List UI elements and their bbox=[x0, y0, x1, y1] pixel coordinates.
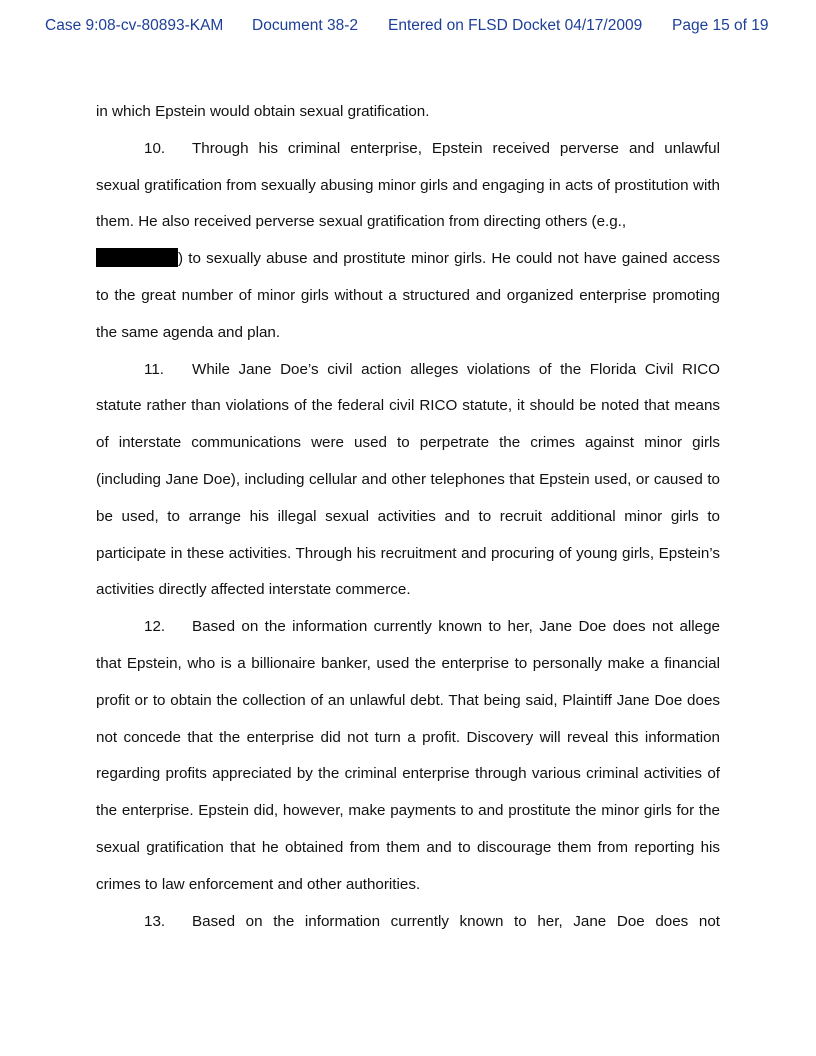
paragraph-text: Based on the information currently known to her, Jane Doe does not allege that Epstein, who is a billionaire banker, used the enterprise to personally make a financial profit or to obtain the collection of an unlawful debt. That being said, Plaintiff Jane Doe does not concede that the enterprise did not turn a profit. Discovery will reveal this information regarding profits appreciated by the criminal enterprise through various criminal activities of the enterprise. Epstein did, however, make payments to and prostitute the minor girls for the sexual gratification that he obtained from them and to discourage them from reporting his crimes to law enforcement and other authorities. bbox=[96, 618, 720, 893]
document-number: Document 38-2 bbox=[252, 17, 358, 34]
docket-entry-date: Entered on FLSD Docket 04/17/2009 bbox=[388, 17, 643, 34]
continuation-text: in which Epstein would obtain sexual gratification. bbox=[96, 103, 430, 120]
redaction-block bbox=[96, 248, 178, 267]
paragraph-number: 11. bbox=[144, 360, 164, 378]
paragraph-text: While Jane Doe’s civil action alleges violations of the Florida Civil RICO statute rather than violations of the federal civil RICO statute, it should be noted that means of interstate communications were used to perpetrate the crimes against minor girls (including Jane Doe), including cellular and other telephones that Epstein used, or caused to be used, to arrange his illegal sexual activities and to recruit additional minor girls to participate in these activities. Through his recruitment and procuring of young girls, Epstein’s activities directly affected interstate commerce. bbox=[96, 360, 720, 599]
paragraph-text: Based on the information currently known to her, Jane Doe does not bbox=[192, 912, 720, 930]
paragraph-13 bbox=[96, 904, 720, 941]
page-number: Page 15 of 19 bbox=[672, 17, 769, 34]
paragraph-number: 10. bbox=[144, 139, 166, 157]
paragraph-12 bbox=[96, 609, 720, 903]
document-body bbox=[96, 94, 720, 940]
paragraph-number: 13. bbox=[144, 912, 166, 930]
paragraph-text-after-redaction: ) to sexually abuse and prostitute minor girls. He could not have gained access to the great number of minor girls without a structured and organized enterprise promoting the same agenda and plan. bbox=[96, 250, 720, 341]
paragraph-number: 12. bbox=[144, 618, 166, 636]
paragraph-10 bbox=[96, 131, 720, 352]
paragraph-text: Through his criminal enterprise, Epstein received perverse and unlawful sexual gratification from sexually abusing minor girls and engaging in acts of prostitution with them. He also received perverse sexual gratification from directing others (e.g., bbox=[96, 139, 720, 231]
paragraph-11 bbox=[96, 352, 720, 610]
docket-header bbox=[0, 17, 816, 39]
continuation-paragraph bbox=[96, 94, 720, 131]
case-number: Case 9:08-cv-80893-KAM bbox=[45, 17, 224, 34]
